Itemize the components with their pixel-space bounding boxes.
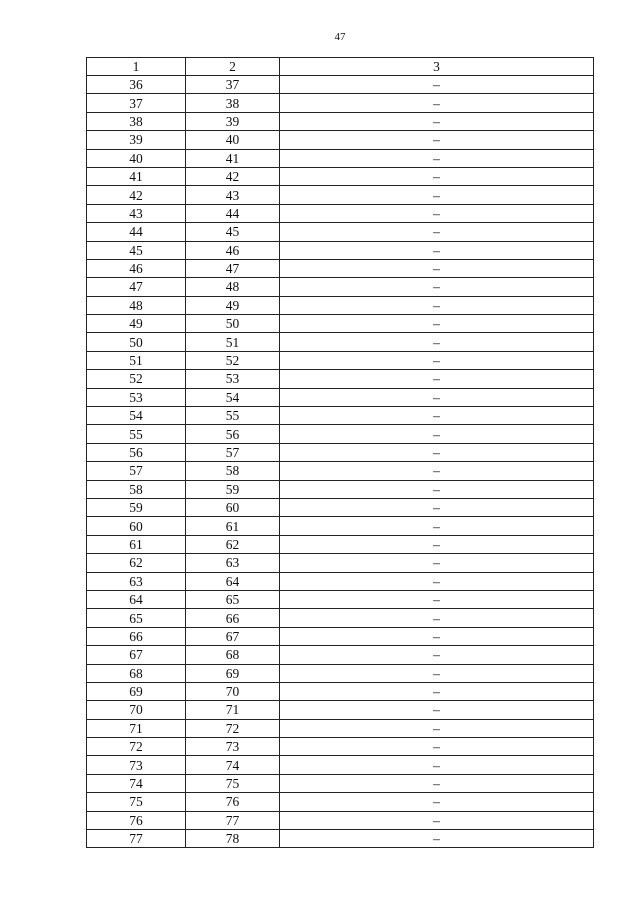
table-row (87, 443, 594, 461)
table-row (87, 186, 594, 204)
table-cell-col-3: – (280, 204, 594, 222)
table-cell-col-3: – (280, 793, 594, 811)
table-cell-col-3: – (280, 131, 594, 149)
table-cell-col-2: 45 (186, 223, 280, 241)
column-header-2: 2 (186, 58, 280, 76)
table-row (87, 296, 594, 314)
table-cell-col-2: 44 (186, 204, 280, 222)
table-cell-col-2: 48 (186, 278, 280, 296)
table-cell-col-1: 74 (87, 774, 186, 792)
table-row (87, 682, 594, 700)
table-cell-col-2: 61 (186, 517, 280, 535)
table-cell-col-3: – (280, 462, 594, 480)
table-cell-col-2: 62 (186, 535, 280, 553)
table-cell-col-3: – (280, 572, 594, 590)
table-cell-col-2: 74 (186, 756, 280, 774)
table-cell-col-1: 38 (87, 112, 186, 130)
table-row (87, 517, 594, 535)
table-row (87, 627, 594, 645)
table-cell-col-2: 75 (186, 774, 280, 792)
table-row (87, 278, 594, 296)
table-row (87, 609, 594, 627)
table-row (87, 407, 594, 425)
table-row (87, 94, 594, 112)
table-cell-col-1: 71 (87, 719, 186, 737)
table-cell-col-3: – (280, 259, 594, 277)
table-cell-col-3: – (280, 646, 594, 664)
table-row (87, 811, 594, 829)
table-cell-col-2: 46 (186, 241, 280, 259)
table-cell-col-3: – (280, 756, 594, 774)
table-cell-col-1: 43 (87, 204, 186, 222)
table-cell-col-2: 77 (186, 811, 280, 829)
table-row (87, 149, 594, 167)
table-cell-col-1: 65 (87, 609, 186, 627)
table-cell-col-1: 69 (87, 682, 186, 700)
table-cell-col-3: – (280, 76, 594, 94)
table-cell-col-3: – (280, 278, 594, 296)
table-cell-col-3: – (280, 296, 594, 314)
table-row (87, 498, 594, 516)
table-row (87, 315, 594, 333)
table-row (87, 664, 594, 682)
table-cell-col-2: 39 (186, 112, 280, 130)
table-cell-col-1: 75 (87, 793, 186, 811)
table-cell-col-2: 66 (186, 609, 280, 627)
table-cell-col-1: 73 (87, 756, 186, 774)
table-cell-col-2: 43 (186, 186, 280, 204)
table-cell-col-2: 50 (186, 315, 280, 333)
table-cell-col-1: 56 (87, 443, 186, 461)
table-cell-col-2: 47 (186, 259, 280, 277)
table-row (87, 480, 594, 498)
table-cell-col-3: – (280, 719, 594, 737)
table-cell-col-2: 53 (186, 370, 280, 388)
table-cell-col-2: 67 (186, 627, 280, 645)
table-cell-col-3: – (280, 407, 594, 425)
table-row (87, 167, 594, 185)
table-cell-col-1: 41 (87, 167, 186, 185)
table-cell-col-1: 57 (87, 462, 186, 480)
table-cell-col-3: – (280, 830, 594, 848)
table-cell-col-1: 58 (87, 480, 186, 498)
table-cell-col-1: 54 (87, 407, 186, 425)
table-cell-col-3: – (280, 370, 594, 388)
table-cell-col-1: 67 (87, 646, 186, 664)
table-cell-col-3: – (280, 186, 594, 204)
table-cell-col-2: 59 (186, 480, 280, 498)
table-row (87, 333, 594, 351)
table-cell-col-3: – (280, 517, 594, 535)
table-cell-col-2: 52 (186, 351, 280, 369)
table-cell-col-1: 53 (87, 388, 186, 406)
column-header-1: 1 (87, 58, 186, 76)
page-number: 47 (334, 31, 346, 43)
table-row (87, 241, 594, 259)
table-cell-col-2: 64 (186, 572, 280, 590)
table-header (87, 58, 594, 76)
table-cell-col-1: 61 (87, 535, 186, 553)
table-cell-col-3: – (280, 241, 594, 259)
table-cell-col-3: – (280, 738, 594, 756)
table-cell-col-3: – (280, 112, 594, 130)
table-cell-col-1: 47 (87, 278, 186, 296)
table-cell-col-1: 40 (87, 149, 186, 167)
table-cell-col-1: 37 (87, 94, 186, 112)
table-row (87, 351, 594, 369)
table-cell-col-3: – (280, 443, 594, 461)
table-cell-col-2: 51 (186, 333, 280, 351)
table-cell-col-2: 54 (186, 388, 280, 406)
table-row (87, 572, 594, 590)
table-cell-col-2: 68 (186, 646, 280, 664)
table-cell-col-3: – (280, 388, 594, 406)
table-cell-col-2: 69 (186, 664, 280, 682)
table-cell-col-3: – (280, 701, 594, 719)
table-cell-col-2: 73 (186, 738, 280, 756)
table-cell-col-1: 45 (87, 241, 186, 259)
table-cell-col-1: 68 (87, 664, 186, 682)
table-cell-col-1: 60 (87, 517, 186, 535)
table-cell-col-3: – (280, 774, 594, 792)
table-cell-col-1: 59 (87, 498, 186, 516)
table-row (87, 535, 594, 553)
table-row (87, 462, 594, 480)
table-cell-col-2: 65 (186, 590, 280, 608)
table-row (87, 223, 594, 241)
table-cell-col-2: 70 (186, 682, 280, 700)
table-row (87, 204, 594, 222)
table-cell-col-2: 72 (186, 719, 280, 737)
table-cell-col-3: – (280, 535, 594, 553)
table-row (87, 738, 594, 756)
table-cell-col-2: 49 (186, 296, 280, 314)
table-cell-col-3: – (280, 223, 594, 241)
table-cell-col-1: 55 (87, 425, 186, 443)
table-row (87, 793, 594, 811)
table-cell-col-2: 71 (186, 701, 280, 719)
table-cell-col-1: 51 (87, 351, 186, 369)
table-cell-col-1: 36 (87, 76, 186, 94)
table-cell-col-3: – (280, 627, 594, 645)
table-cell-col-2: 40 (186, 131, 280, 149)
table-cell-col-1: 70 (87, 701, 186, 719)
table-cell-col-1: 50 (87, 333, 186, 351)
table-cell-col-2: 41 (186, 149, 280, 167)
column-header-3: 3 (280, 58, 594, 76)
table-cell-col-2: 56 (186, 425, 280, 443)
table-cell-col-1: 76 (87, 811, 186, 829)
table-row (87, 554, 594, 572)
table-cell-col-3: – (280, 554, 594, 572)
table-cell-col-1: 44 (87, 223, 186, 241)
table-cell-col-2: 58 (186, 462, 280, 480)
table-cell-col-1: 64 (87, 590, 186, 608)
table-cell-col-3: – (280, 315, 594, 333)
table-row (87, 646, 594, 664)
table-cell-col-3: – (280, 94, 594, 112)
table-cell-col-2: 63 (186, 554, 280, 572)
table-body (87, 76, 594, 848)
table-cell-col-2: 60 (186, 498, 280, 516)
table-row (87, 719, 594, 737)
table-cell-col-2: 78 (186, 830, 280, 848)
table-cell-col-1: 49 (87, 315, 186, 333)
table-cell-col-1: 77 (87, 830, 186, 848)
table-row (87, 425, 594, 443)
table-cell-col-3: – (280, 351, 594, 369)
table-cell-col-2: 55 (186, 407, 280, 425)
table-cell-col-2: 42 (186, 167, 280, 185)
table-cell-col-2: 57 (186, 443, 280, 461)
header-row (87, 58, 594, 76)
table-row (87, 370, 594, 388)
table-cell-col-1: 52 (87, 370, 186, 388)
table-row (87, 774, 594, 792)
table-cell-col-3: – (280, 167, 594, 185)
table-cell-col-2: 76 (186, 793, 280, 811)
table-cell-col-3: – (280, 149, 594, 167)
table-cell-col-1: 63 (87, 572, 186, 590)
table-cell-col-3: – (280, 609, 594, 627)
table-cell-col-1: 42 (87, 186, 186, 204)
table-cell-col-3: – (280, 333, 594, 351)
table-cell-col-3: – (280, 664, 594, 682)
table-cell-col-3: – (280, 480, 594, 498)
data-table (86, 57, 594, 848)
table-row (87, 131, 594, 149)
table-cell-col-1: 39 (87, 131, 186, 149)
table-cell-col-1: 48 (87, 296, 186, 314)
table-cell-col-1: 72 (87, 738, 186, 756)
table-cell-col-3: – (280, 590, 594, 608)
table-row (87, 259, 594, 277)
table-cell-col-1: 46 (87, 259, 186, 277)
table-row (87, 590, 594, 608)
table-row (87, 756, 594, 774)
table-cell-col-3: – (280, 425, 594, 443)
table-row (87, 388, 594, 406)
table-cell-col-3: – (280, 498, 594, 516)
table-cell-col-2: 37 (186, 76, 280, 94)
table-row (87, 76, 594, 94)
table-cell-col-1: 62 (87, 554, 186, 572)
table-cell-col-2: 38 (186, 94, 280, 112)
table-cell-col-1: 66 (87, 627, 186, 645)
table-row (87, 701, 594, 719)
table-cell-col-3: – (280, 682, 594, 700)
table-cell-col-3: – (280, 811, 594, 829)
table-row (87, 830, 594, 848)
table-row (87, 112, 594, 130)
